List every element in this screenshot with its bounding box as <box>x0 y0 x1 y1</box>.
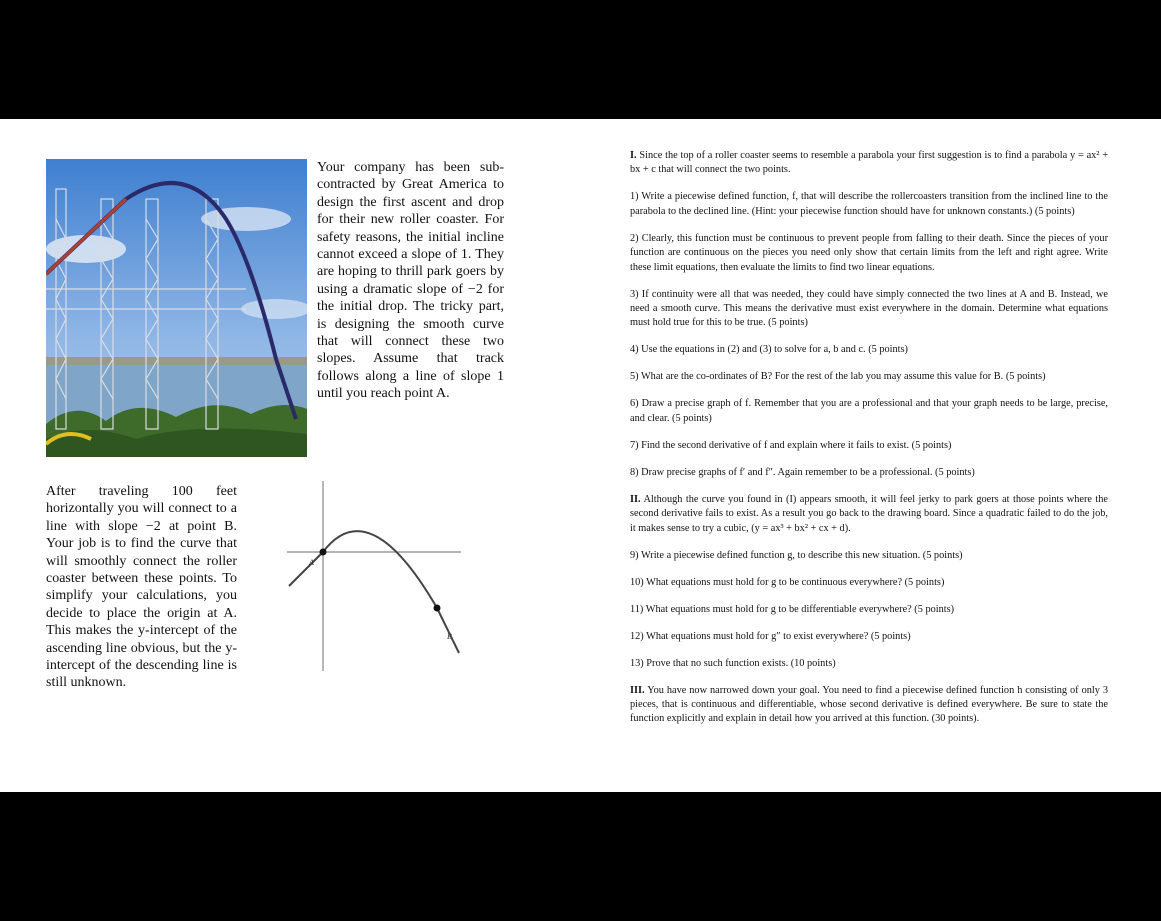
section-1-intro <box>630 149 1108 178</box>
question-1: 1) Write a piecewise defined function, f, that will describe the rollercoasters transition from the inclined line to the parabola to the declined line. (Hint: your piecewise function should have for unknown constants.) (5 points) <box>630 191 1108 217</box>
section-3-numeral: III. <box>630 684 645 696</box>
question-10: 10) What equations must hold for g to be continuous everywhere? (5 points) <box>630 576 945 588</box>
lab-questions-column <box>630 149 1108 739</box>
intro-paragraph: Your company has been sub-contracted by Great America to design the first ascent and drop for their new roller coaster. For safety reasons, the initial incline cannot exceed a slope of 1. They are hoping to thrill park goers by using a dramatic slope of −2 for the initial drop. The tricky part, is designing the smooth curve that will connect these two slopes. Assume that track follows along a line of slope 1 until you reach point A. <box>317 160 504 402</box>
document-page <box>0 119 1161 792</box>
question-13: 13) Prove that no such function exists. (10 points) <box>630 657 836 669</box>
section-3-intro <box>630 684 1108 727</box>
question-5: 5) What are the co-ordinates of B? For the rest of the lab you may assume this value for B. (5 points) <box>630 371 1046 383</box>
question-12: 12) What equations must hold for g″ to exist everywhere? (5 points) <box>630 630 911 642</box>
question-2: 2) Clearly, this function must be continuous to prevent people from falling to their death. Since the pieces of your function are continuous on the pieces you need only show that certain limits from the left and right agree. Write these limit equations, then evaluate the limits to find two linear equations. <box>630 232 1108 273</box>
point-b-label: B <box>447 632 452 641</box>
section-2-text: Although the curve you found in (I) appears smooth, it will feel jerky to park goers at those points where the second derivative fails to exist. As a result you go back to the drawing board. Since a quadratic failed to do the job, it makes sense to try a cubic, (y = ax³ + bx² + cx + d). <box>630 493 1108 534</box>
ascending-line <box>289 552 323 586</box>
question-8: 8) Draw precise graphs of f′ and f″. Again remember to be a professional. (5 points) <box>630 466 975 478</box>
curve-sketch-graph <box>287 481 463 673</box>
section-2-numeral: II. <box>630 493 641 505</box>
section-1-text: Since the top of a roller coaster seems to resemble a parabola your first suggestion is to find a parabola y = ax² + bx + c that will connect the two points. <box>630 150 1108 176</box>
point-a-label: A <box>309 558 314 567</box>
descending-line <box>437 608 459 653</box>
section-1-numeral: I. <box>630 150 637 161</box>
question-3: 3) If continuity were all that was needed, they could have simply connected the two lines at A and B. Instead, we need a smooth curve. This means the derivative must exist everywhere in the domain. Determine what equations must hold true for this to be true. (5 points) <box>630 288 1108 329</box>
question-9: 9) Write a piecewise defined function g, to describe this new situation. (5 points) <box>630 549 963 561</box>
question-7: 7) Find the second derivative of f and explain where it fails to exist. (5 points) <box>630 439 952 451</box>
parabola-curve <box>323 531 437 608</box>
question-4: 4) Use the equations in (2) and (3) to solve for a, b and c. (5 points) <box>630 344 908 356</box>
section-3-text: You have now narrowed down your goal. You need to find a piecewise defined function h consisting of only 3 pieces, that is continuous and differentiable, whose second derivative is defined everywhere. Be sure to state the function explicitly and explain in detail how you arrived at this function. (30 points). <box>630 684 1108 725</box>
after-paragraph: After traveling 100 feet horizontally you will connect to a line with slope −2 at point B. Your job is to find the curve that will smoothly connect the roller coaster between these points. To simplify your calculations, you decide to place the origin at A. This makes the y-intercept of the ascending line obvious, but the y-intercept of the descending line is still unknown. <box>46 484 237 691</box>
question-6: 6) Draw a precise graph of f. Remember that you are a professional and that your graph needs to be large, precise, and clear. (5 points) <box>630 398 1108 424</box>
point-b-marker <box>434 605 441 612</box>
section-2-intro <box>630 493 1108 536</box>
question-11: 11) What equations must hold for g to be differentiable everywhere? (5 points) <box>630 603 955 615</box>
roller-coaster-photo <box>46 159 307 457</box>
point-a-marker <box>320 549 327 556</box>
